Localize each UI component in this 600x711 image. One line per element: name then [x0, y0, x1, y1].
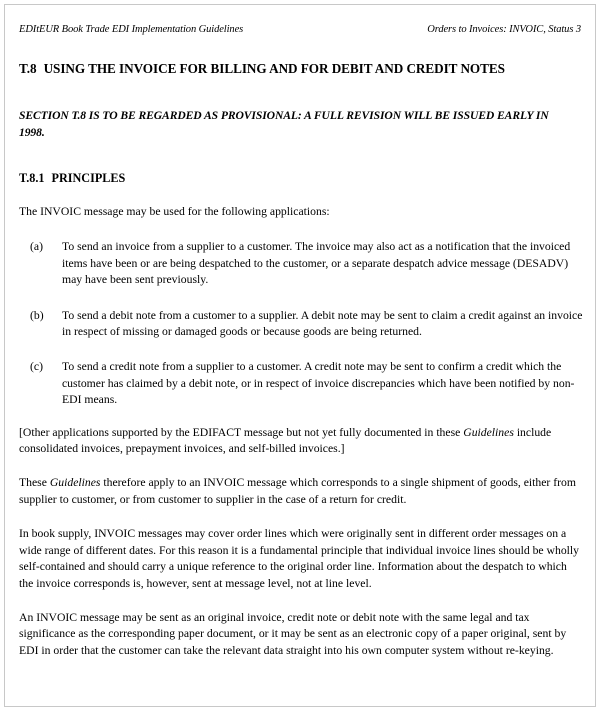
section-heading	[17, 61, 584, 77]
bracketed-note-paragraph	[17, 425, 584, 458]
scope-before: These	[19, 476, 50, 490]
section-heading-number: T.8	[19, 61, 37, 76]
running-header-left: EDItEUR Book Trade EDI Implementation Guidelines	[19, 24, 244, 35]
scope-after: therefore apply to an INVOIC message which corresponds to a single shipment of goods, either from supplier to customer, or from customer to supplier in the case of a return for credit.	[19, 476, 576, 506]
list-item-text: To send a debit note from a customer to a supplier. A debit note may be sent to claim a credit against an invoice in respect of missing or damaged goods or because goods are being returned.	[62, 308, 583, 339]
legal-significance-paragraph: An INVOIC message may be sent as an original invoice, credit note or debit note with the same legal and tax significance as the corresponding paper document, or it may be sent as an electronic copy of a paper original, sent by EDI in order that the customer can take the relevant data straight into his own computer system without re-keying.	[19, 610, 567, 657]
provisional-notice: SECTION T.8 IS TO BE REGARDED AS PROVISIONAL: A FULL REVISION WILL BE ISSUED EARLY IN 1998.	[19, 109, 549, 139]
bracketed-note-before: [Other applications supported by the EDIFACT message but not yet fully documented in these	[19, 425, 464, 439]
list-item	[17, 359, 584, 408]
bracketed-note-italic-term: Guidelines	[463, 425, 514, 439]
running-header-right: Orders to Invoices: INVOIC, Status 3	[427, 24, 581, 35]
list-item	[17, 308, 584, 341]
list-item-marker: (b)	[30, 308, 44, 322]
list-item-text: To send a credit note from a supplier to a customer. A credit note may be sent to confirm a credit which the customer has claimed by a debit note, or in respect of invoice discrepancies which have been notified by non-EDI means.	[62, 360, 575, 407]
list-item-text: To send an invoice from a supplier to a customer. The invoice may also act as a notification that the invoiced items have been or are being despatched to the customer, or a separate despatch advice message (DESADV) may have been sent previously.	[62, 240, 571, 287]
scope-paragraph	[17, 475, 584, 508]
page-frame	[4, 4, 596, 707]
intro-paragraph: The INVOIC message may be used for the following applications:	[19, 205, 330, 218]
running-header	[17, 23, 584, 37]
sub-heading-number: T.8.1	[19, 171, 45, 185]
book-supply-paragraph: In book supply, INVOIC messages may cover order lines which were originally sent in different order messages on a wide range of different dates. For this reason it is a fundamental principle that individual invoice lines should be wholly self-contained and should carry a unique reference to the original order line. Information about the despatch to which the invoice corresponds is, however, sent at message level, not at line level.	[19, 527, 580, 590]
section-heading-title: USING THE INVOICE FOR BILLING AND FOR DEBIT AND CREDIT NOTES	[43, 61, 505, 76]
sub-heading-title: PRINCIPLES	[51, 171, 126, 185]
list-item-marker: (c)	[30, 360, 43, 374]
list-item-marker: (a)	[30, 240, 43, 254]
bracketed-note-after: include consolidated invoices, prepayment invoices, and self-billed invoices.]	[19, 425, 552, 456]
scope-italic-term: Guidelines	[49, 476, 101, 490]
sub-heading	[17, 170, 584, 186]
list-item	[17, 239, 584, 288]
